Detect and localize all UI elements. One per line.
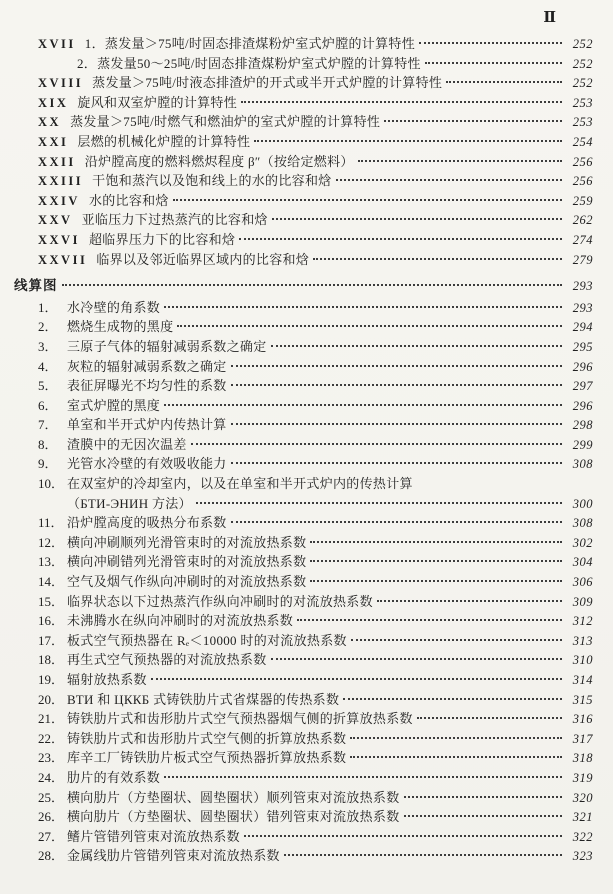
dot-leader — [271, 345, 562, 347]
dot-leader — [336, 179, 562, 181]
toc-entry — [0, 132, 613, 152]
dot-leader — [351, 639, 562, 641]
entry-page-number: 315 — [572, 692, 593, 707]
toc-entry — [0, 250, 613, 270]
entry-label: 4． — [38, 358, 58, 374]
entry-title: 蒸发量＞75吨/时燃气和燃油炉的室式炉膛的计算特性 — [70, 114, 381, 130]
entry-page-number: 252 — [572, 56, 593, 71]
entry-label: 26． — [38, 809, 65, 825]
entry-label: XXIII — [38, 174, 84, 189]
toc-entry — [0, 337, 613, 357]
toc-entry — [0, 298, 613, 318]
entry-label: XXVII — [38, 252, 88, 267]
toc-entry — [0, 191, 613, 211]
entry-page-number: 308 — [572, 457, 593, 472]
entry-title: 横向冲刷错列光滑管束时的对流放热系数 — [67, 554, 307, 570]
dot-leader — [151, 678, 562, 680]
entry-title: 铸铁肋片式和齿形肋片式空气预热器烟气侧的折算放热系数 — [67, 711, 413, 727]
toc-entry — [0, 670, 613, 690]
entry-label: 7． — [38, 417, 58, 433]
entry-label: 19． — [38, 672, 65, 687]
dot-leader — [164, 776, 562, 778]
entry-page-number: 302 — [572, 535, 593, 550]
dot-leader — [384, 120, 562, 122]
dot-leader — [254, 140, 562, 142]
toc-entry — [0, 533, 613, 553]
dot-leader — [446, 81, 562, 83]
dot-leader — [404, 796, 562, 798]
entry-label: 10． — [38, 476, 65, 492]
entry-title: 金属线肋片管错列管束对流放热系数 — [67, 848, 280, 864]
entry-title: 旋风和双室炉膛的计算特性 — [77, 94, 238, 110]
entry-label: 5． — [38, 378, 58, 394]
entry-title: 干饱和蒸汽以及饱和线上的水的比容和焓 — [92, 173, 332, 189]
toc-entry — [0, 611, 613, 631]
entry-label: XXIV — [38, 193, 80, 208]
dot-leader — [350, 737, 562, 739]
entry-page-number: 253 — [572, 115, 593, 130]
dot-leader — [419, 42, 562, 44]
entry-page-number: 297 — [572, 379, 593, 394]
toc-entry — [0, 210, 613, 230]
entry-title: 沿炉膛高度的吸热分布系数 — [67, 515, 227, 531]
entry-page-number: 293 — [572, 279, 593, 294]
toc-entry — [0, 276, 613, 296]
entry-title: 板式空气预热器在 Rₑ＜10000 时的对流放热系数 — [67, 632, 347, 648]
toc-entry — [0, 54, 613, 74]
toc-entry — [0, 807, 613, 827]
entry-label: 23． — [38, 750, 65, 766]
page-number: Ⅱ — [543, 10, 557, 26]
entry-label: XX — [38, 115, 62, 130]
entry-title: 层燃的机械化炉膛的计算特性 — [77, 133, 251, 149]
entry-label: 21． — [38, 711, 65, 727]
entry-title: 临界以及邻近临界区域内的比容和焓 — [96, 251, 310, 267]
entry-page-number: 300 — [572, 496, 593, 511]
entry-label: 25． — [38, 789, 65, 805]
entry-title: 横向肋片（方垫圈状、圆垫圈状）错列管束对流放热系数 — [67, 809, 400, 825]
entry-page-number: 317 — [572, 731, 593, 746]
dot-leader — [231, 521, 562, 523]
toc-entry — [0, 788, 613, 808]
entry-page-number: 310 — [572, 653, 593, 668]
entry-label: 6． — [38, 397, 58, 413]
entry-page-number: 259 — [572, 193, 593, 208]
entry-label: 12． — [38, 534, 65, 550]
entry-title: 水冷壁的角系数 — [67, 299, 161, 315]
entry-title: 空气及烟气作纵向冲刷时的对流放热系数 — [67, 574, 307, 590]
dot-leader — [241, 101, 562, 103]
toc-entry — [0, 552, 613, 572]
toc-entry — [0, 112, 613, 132]
dot-leader — [231, 365, 562, 367]
entry-page-number: 321 — [572, 810, 593, 825]
toc-entry — [0, 729, 613, 749]
dot-leader — [284, 854, 562, 856]
entry-page-number: 314 — [572, 673, 593, 687]
entry-label: 8． — [38, 436, 58, 452]
dot-leader — [271, 658, 562, 660]
entry-title: 超临界压力下的比容和焓 — [88, 231, 236, 247]
entry-page-number: 254 — [572, 134, 593, 149]
dot-leader — [191, 443, 562, 445]
dot-leader — [164, 404, 562, 406]
entry-title: 1．蒸发量＞75吨/时固态排渣煤粉炉室式炉膛的计算特性 — [84, 36, 416, 51]
toc-entry — [0, 152, 613, 172]
entry-label: 13． — [38, 554, 65, 570]
entry-title: ВТИ 和 ЦККБ 式铸铁肋片式省煤器的传热系数 — [67, 691, 340, 707]
entry-label: 1． — [38, 299, 58, 315]
dot-leader — [239, 238, 562, 240]
entry-label: 27． — [38, 828, 65, 844]
entry-label: 18． — [38, 652, 65, 668]
entry-label: 16． — [38, 613, 65, 629]
toc-entry — [0, 73, 613, 93]
toc-entry — [0, 846, 613, 866]
entry-label: XXVI — [38, 232, 80, 247]
entry-page-number: 252 — [572, 76, 593, 91]
toc-entry — [0, 317, 613, 337]
dot-leader — [231, 384, 562, 386]
toc-entry — [0, 34, 613, 54]
toc-entry — [0, 513, 613, 533]
entry-page-number: 306 — [572, 575, 593, 590]
toc-entry — [0, 650, 613, 670]
dot-leader — [350, 756, 562, 758]
entry-title: 铸铁肋片式和齿形肋片式空气侧的折算放热系数 — [67, 730, 347, 746]
entry-page-number: 252 — [572, 37, 593, 51]
entry-title: 线算图 — [14, 278, 58, 294]
entry-title: 光管水冷壁的有效吸收能力 — [67, 456, 227, 472]
entry-title: 库辛工厂铸铁肋片板式空气预热器折算放热系数 — [67, 750, 347, 766]
dot-leader — [310, 580, 562, 582]
toc-entry — [0, 357, 613, 377]
entry-title: 横向冲刷顺列光滑管束时的对流放热系数 — [67, 534, 307, 550]
entry-page-number: 316 — [572, 712, 593, 727]
toc-entry — [0, 376, 613, 396]
entry-label: 3． — [38, 338, 58, 354]
entry-label: 20． — [38, 691, 65, 707]
entry-label: 11． — [38, 515, 64, 531]
entry-title: 再生式空气预热器的对流放热系数 — [67, 652, 267, 668]
dot-leader — [313, 258, 562, 260]
entry-page-number: 262 — [572, 213, 593, 228]
entry-title: 水的比容和焓 — [88, 192, 169, 208]
dot-leader — [310, 560, 562, 562]
entry-page-number: 304 — [572, 555, 593, 570]
entry-title: 三原子气体的辐射减弱系数之确定 — [67, 338, 267, 354]
entry-page-number: 274 — [572, 232, 593, 247]
entry-label: 9． — [38, 456, 58, 472]
entry-title: 蒸发量＞75吨/时液态排渣炉的开式或半开式炉膛的计算特性 — [92, 75, 443, 91]
entry-label: XXII — [38, 154, 76, 169]
entry-label: 15． — [38, 593, 65, 609]
entry-title: 未沸腾水在纵向冲刷时的对流放热系数 — [67, 613, 294, 629]
entry-title: 肋片的有效系数 — [67, 769, 161, 785]
entry-label: XXI — [38, 134, 69, 149]
dot-leader — [196, 502, 562, 504]
entry-title: （БТИ-ЭНИН 方法） — [67, 495, 192, 511]
toc-entry — [0, 592, 613, 612]
entry-page-number: 295 — [572, 339, 593, 354]
entry-label: 2． — [38, 319, 58, 335]
entry-page-number: 309 — [572, 594, 593, 609]
entry-title: 辐射放热系数 — [67, 672, 147, 687]
dot-leader — [343, 698, 562, 700]
toc-entry — [0, 631, 613, 651]
toc-entry — [0, 415, 613, 435]
entry-title: 临界状态以下过热蒸汽作纵向冲刷时的对流放热系数 — [67, 593, 373, 609]
entry-title: 2．蒸发量50～25吨/时固态排渣煤粉炉室式炉膛的计算特性 — [77, 55, 421, 71]
entry-title: 在双室炉的冷却室内，以及在单室和半开式炉内的传热计算 — [67, 476, 413, 492]
toc-entry — [0, 748, 613, 768]
dot-leader — [177, 325, 562, 327]
entry-title: 室式炉膛的黑度 — [67, 397, 161, 413]
entry-page-number: 256 — [572, 174, 593, 189]
toc-entry — [0, 494, 613, 514]
toc-entry — [0, 474, 613, 494]
entry-title: 灰粒的辐射减弱系数之确定 — [67, 358, 227, 374]
toc-entry — [0, 171, 613, 191]
dot-leader — [417, 717, 562, 719]
entry-title: 表征屏曝光不均匀性的系数 — [67, 378, 227, 394]
entry-page-number: 298 — [572, 418, 593, 433]
entry-label: XVII — [38, 37, 76, 51]
entry-label: XVIII — [38, 76, 84, 91]
entry-page-number: 318 — [572, 751, 593, 766]
entry-page-number: 319 — [572, 770, 593, 785]
toc-entry — [0, 454, 613, 474]
entry-page-number: 312 — [572, 614, 593, 629]
toc-entry — [0, 396, 613, 416]
entry-page-number: 296 — [572, 398, 593, 413]
entry-title: 单室和半开式炉内传热计算 — [67, 417, 227, 433]
dot-leader — [173, 199, 562, 201]
entry-title: 燃烧生成物的黑度 — [67, 319, 174, 335]
entry-label: 14． — [38, 574, 65, 590]
dot-leader — [310, 541, 562, 543]
entry-page-number: 293 — [572, 300, 593, 315]
dot-leader — [272, 218, 562, 220]
toc-entry — [0, 93, 613, 113]
entry-page-number: 299 — [572, 437, 593, 452]
dot-leader — [297, 619, 562, 621]
dot-leader — [164, 306, 562, 308]
dot-leader — [358, 160, 562, 162]
entry-page-number: 294 — [572, 320, 593, 335]
dot-leader — [244, 835, 562, 837]
entry-title: 沿炉膛高度的燃料燃烬程度 β″（按给定燃料） — [84, 153, 354, 169]
dot-leader — [404, 815, 562, 817]
toc-entry — [0, 572, 613, 592]
entry-page-number: 322 — [572, 829, 593, 844]
entry-label: 28． — [38, 848, 65, 864]
toc-entry — [0, 690, 613, 710]
entry-page-number: 308 — [572, 516, 593, 531]
entry-title: 渣膜中的无因次温差 — [67, 436, 187, 452]
toc-entry — [0, 230, 613, 250]
dot-leader — [231, 423, 562, 425]
entry-page-number: 296 — [572, 359, 593, 374]
entry-page-number: 256 — [572, 154, 593, 169]
entry-page-number: 313 — [572, 633, 593, 648]
entry-label: 17． — [38, 632, 65, 648]
dot-leader — [425, 62, 562, 64]
dot-leader — [377, 600, 562, 602]
entry-title: 亚临压力下过热蒸汽的比容和焓 — [81, 212, 268, 228]
entry-title: 鳍片管错列管束对流放热系数 — [67, 828, 240, 844]
toc-entry — [0, 768, 613, 788]
entry-page-number: 320 — [572, 790, 593, 805]
toc-entry — [0, 435, 613, 455]
dot-leader — [62, 284, 563, 286]
entry-label: 24． — [38, 769, 65, 785]
entry-page-number: 253 — [572, 95, 593, 110]
entry-label: XIX — [38, 95, 69, 110]
toc-entry — [0, 827, 613, 847]
entry-page-number: 323 — [572, 849, 593, 864]
entry-label: 22． — [38, 730, 65, 746]
dot-leader — [231, 462, 562, 464]
toc-entry — [0, 709, 613, 729]
entry-label: XXV — [38, 213, 73, 228]
toc-rows — [0, 34, 613, 866]
entry-page-number: 279 — [572, 252, 593, 267]
entry-title: 横向肋片（方垫圈状、圆垫圈状）顺列管束对流放热系数 — [67, 789, 400, 805]
